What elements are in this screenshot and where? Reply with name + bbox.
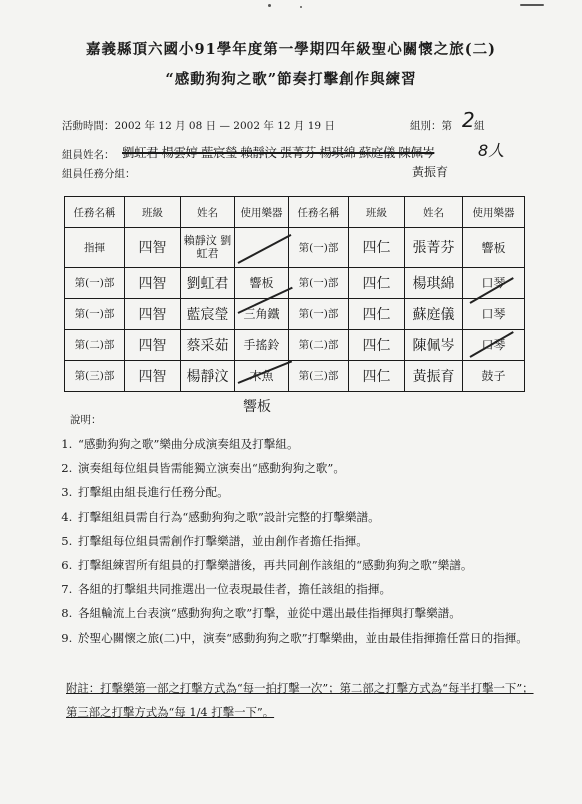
task-cell: 第(一)部 — [289, 267, 349, 298]
task-cell: 指揮 — [65, 228, 125, 268]
name-cell: 藍宸瑩 — [181, 298, 235, 329]
instrument-cell: 木魚 — [235, 360, 289, 391]
instrument-cell: 三角鐵 — [235, 298, 289, 329]
instrument-cell: 口琴 — [463, 298, 525, 329]
header-class: 班級 — [125, 197, 181, 228]
table-row — [65, 360, 525, 391]
group-number: 2 — [462, 108, 475, 132]
list-item: 7. 各組的打擊組共同推選出一位表現最佳者，擔任該組的指揮。 — [76, 577, 576, 601]
task-cell: 第(二)部 — [289, 329, 349, 360]
notes-list — [50, 432, 576, 650]
list-item: 3. 打擊組由組長進行任務分配。 — [76, 480, 576, 504]
class-cell: 四智 — [125, 228, 181, 268]
instrument-cell: 鼓子 — [463, 360, 525, 391]
name-cell: 蔡采茹 — [181, 329, 235, 360]
name-cell: 黃振育 — [405, 360, 463, 391]
list-item: 9. 於聖心關懷之旅(二)中，演奏“感動狗狗之歌”打擊樂曲，並由最佳指揮擔任當日的指揮。 — [76, 626, 576, 650]
header-instrument: 使用樂器 — [463, 197, 525, 228]
class-cell: 四智 — [125, 329, 181, 360]
members-added-name: 黃振育 — [412, 165, 449, 179]
class-cell: 四智 — [125, 267, 181, 298]
task-cell: 第(三)部 — [289, 360, 349, 391]
task-cell: 第(三)部 — [65, 360, 125, 391]
name-cell: 陳佩岑 — [405, 329, 463, 360]
header-name: 姓名 — [181, 197, 235, 228]
instrument-cell: 口琴 — [463, 267, 525, 298]
table-row — [65, 298, 525, 329]
class-cell: 四智 — [125, 298, 181, 329]
header-class: 班級 — [349, 197, 405, 228]
instrument-cell: 口琴 — [463, 329, 525, 360]
task-roster-table — [64, 196, 525, 392]
name-cell: 賴靜汶 劉虹君 — [181, 228, 235, 268]
task-assignment-label: 組員任務分組： — [62, 168, 136, 180]
name-cell: 楊琪綿 — [405, 267, 463, 298]
members-names: 劉虹君 楊雲婷 藍宸瑩 賴靜汶 張菁芬 楊琪綿 蘇庭儀 陳佩岑 — [122, 145, 435, 160]
name-cell: 蘇庭儀 — [405, 298, 463, 329]
task-cell: 第(一)部 — [289, 228, 349, 268]
list-item: 1. “感動狗狗之歌”樂曲分成演奏組及打擊組。 — [76, 432, 576, 456]
notes-title: 說明： — [70, 414, 102, 426]
scan-speck — [520, 4, 544, 6]
class-cell: 四智 — [125, 360, 181, 391]
document-subtitle: “感動狗狗之歌”節奏打擊創作與練習 — [165, 71, 417, 88]
table-row — [65, 267, 525, 298]
handwritten-note-below-table: 響板 — [243, 399, 271, 415]
members-label: 組員姓名： — [62, 149, 115, 161]
activity-period: 活動時間：2002 年 12 月 08 日 — 2002 年 12 月 19 日 — [62, 120, 335, 132]
document-title: 嘉義縣頂六國小91學年度第一學期四年級聖心關懷之旅(二) — [86, 41, 496, 58]
table-row — [65, 329, 525, 360]
task-cell: 第(一)部 — [65, 298, 125, 329]
instrument-cell: 響板 — [463, 228, 525, 268]
class-cell: 四仁 — [349, 298, 405, 329]
group-suffix: 組 — [474, 120, 485, 132]
header-task: 任務名稱 — [289, 197, 349, 228]
list-item: 5. 打擊組每位組員需創作打擊樂譜，並由創作者擔任指揮。 — [76, 529, 576, 553]
header-name: 姓名 — [405, 197, 463, 228]
list-item: 2. 演奏組每位組員皆需能獨立演奏出“感動狗狗之歌”。 — [76, 456, 576, 480]
name-cell: 張菁芬 — [405, 228, 463, 268]
table-row — [65, 228, 525, 268]
task-cell: 第(一)部 — [65, 267, 125, 298]
instrument-cell: 響板 — [235, 267, 289, 298]
class-cell: 四仁 — [349, 267, 405, 298]
class-cell: 四仁 — [349, 329, 405, 360]
instrument-cell: 手搖鈴 — [235, 329, 289, 360]
scan-speck — [300, 6, 302, 8]
list-item: 4. 打擊組組員需自行為“感動狗狗之歌”設計完整的打擊樂譜。 — [76, 505, 576, 529]
list-item: 6. 打擊組練習所有組員的打擊樂譜後，再共同創作該組的“感動狗狗之歌”樂譜。 — [76, 553, 576, 577]
task-cell: 第(一)部 — [289, 298, 349, 329]
task-cell: 第(二)部 — [65, 329, 125, 360]
footnote: 附註：打擊樂第一部之打擊方式為“每一拍打擊一次”；第二部之打擊方式為“每半打擊一下”；第三部之打擊方式為“每 1/4 打擊一下”。 — [66, 681, 534, 719]
scan-speck — [268, 4, 271, 7]
list-item: 8. 各組輪流上台表演“感動狗狗之歌”打擊，並從中選出最佳指揮與打擊樂譜。 — [76, 601, 576, 625]
table-header-row — [65, 197, 525, 228]
header-instrument: 使用樂器 — [235, 197, 289, 228]
header-task: 任務名稱 — [65, 197, 125, 228]
name-cell: 劉虹君 — [181, 267, 235, 298]
class-cell: 四仁 — [349, 228, 405, 268]
name-cell: 楊靜汶 — [181, 360, 235, 391]
class-cell: 四仁 — [349, 360, 405, 391]
group-label-text: 組別：第 — [410, 120, 452, 132]
members-count: 8人 — [478, 141, 505, 160]
